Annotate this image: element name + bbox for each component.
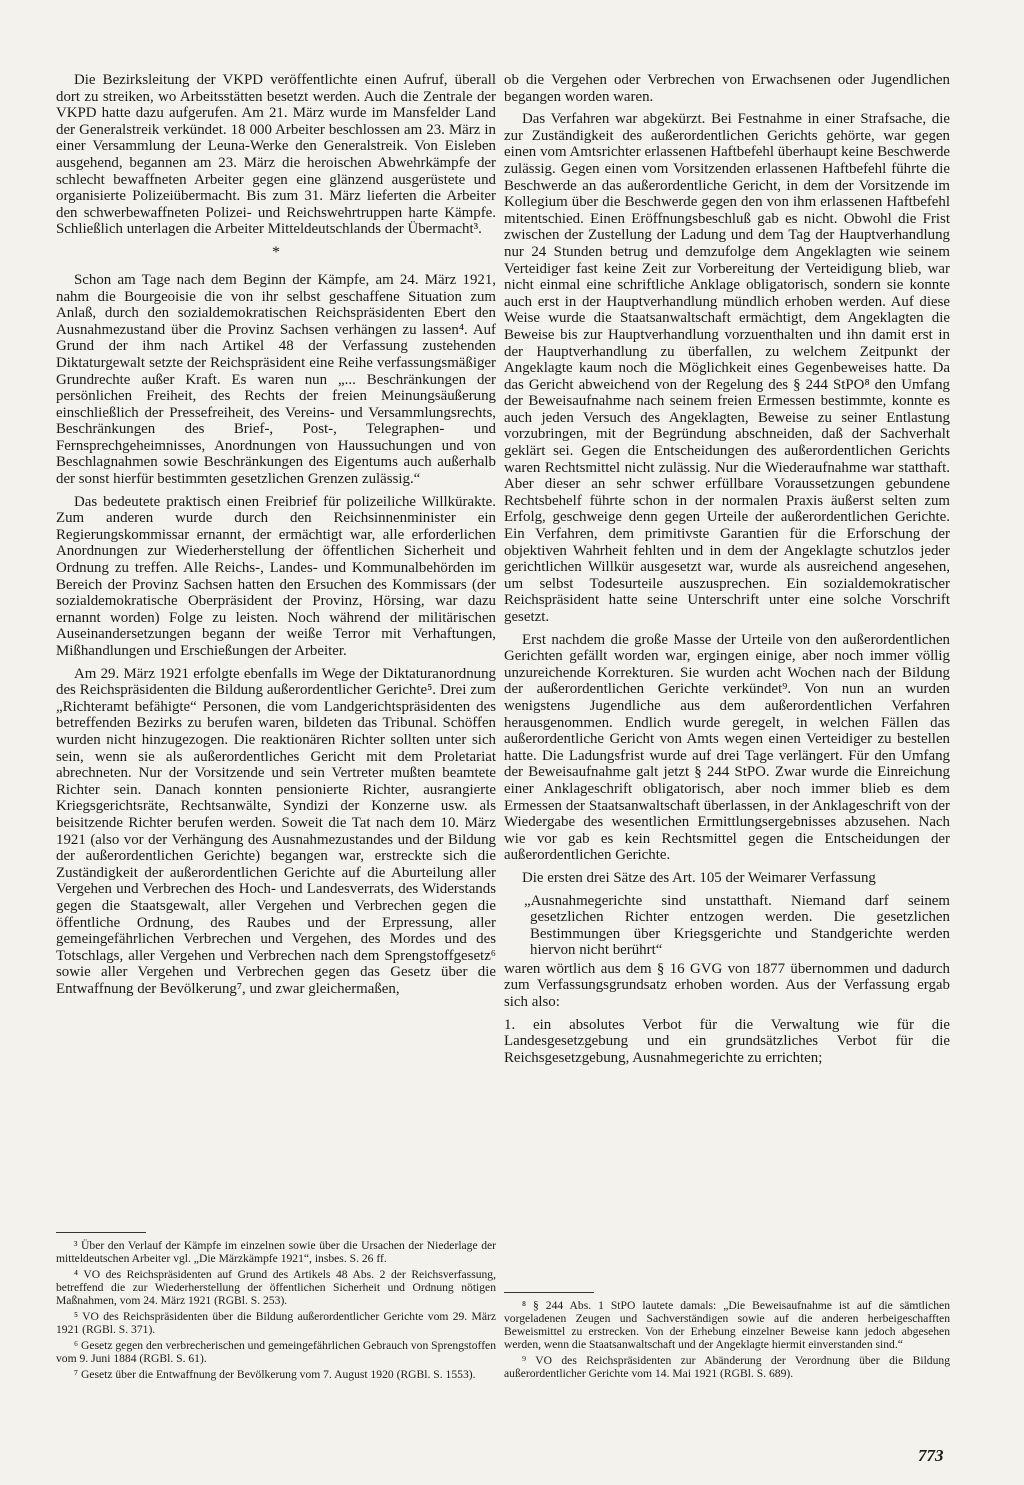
- paragraph: ob die Vergehen oder Verbrechen von Erwachsenen oder Jugendlichen begangen worden waren.: [504, 72, 950, 105]
- paragraph: Das bedeutete praktisch einen Freibrief für polizeiliche Willkürakte. Zum anderen wurde durch den Reichsinnenminister ein Regierungskommissar ernannt, der ermächtigt war, alle erforderlichen Anordnungen zur Wiederherstellung der öffentlichen Sicherheit und Ordnung zu treffen. Alle Reichs-, Landes- und Kommunalbehörden im Bereich der Provinz Sachsen hatten den Ersuchen des Kommissars (der sozialdemokratische Oberpräsident der Provinz, Hörsing, war dazu ernannt worden) Folge zu leisten. Noch während der militärischen Auseinandersetzungen begann der weiße Terror mit Verhaftungen, Mißhandlungen und Erschießungen der Arbeiter.: [56, 493, 496, 659]
- paragraph: Am 29. März 1921 erfolgte ebenfalls im Wege der Diktaturanordnung des Reichspräsidenten die Bildung außerordentlicher Gerichte⁵. Drei zum „Richteramt befähigte“ Personen, die vom Landgerichtspräsidenten des betreffenden Bezirks zu berufen waren, bildeten das Tribunal. Schöffen wurden nicht hinzugezogen. Die reaktionären Richter sollten unter sich sein, wenn sie als außerordentliches Gericht mit dem Proletariat abrechneten. Nur der Vorsitzende und sein Vertreter mußten beamtete Richter sein. Danach konnten pensionierte Richter, ausrangierte Kriegsgerichtsräte, Rechtsanwälte, Syndizi der Konzerne usw. als beisitzende Richter berufen werden. Soweit die Tat nach dem 10. März 1921 (also vor der Verhängung des Ausnahmezustandes und der Bildung der außerordentlichen Gerichte) begangen war, erstreckte sich die Zuständigkeit der außerordentlichen Gerichte auf die Aburteilung aller Vergehen und Verbrechen des Hoch- und Landesverrats, des Widerstands gegen die Staatsgewalt, aller Vergehen und Verbrechen gegen die öffentliche Ordnung, des Raubes und der Erpressung, aller gemeingefährlichen Verbrechen und Vergehen, des Mordes und des Totschlags, aller Vergehen und Verbrechen nach dem Sprengstoffgesetz⁶ sowie aller Vergehen und Verbrechen gegen das Gesetz über die Entwaffnung der Bevölkerung⁷, und zwar gleichermaßen,: [56, 665, 496, 997]
- footnote: ⁹ VO des Reichspräsidenten zur Abänderung der Verordnung über die Bildung außerordentlicher Gerichte vom 14. Mai 1921 (RGBl. S. 689).: [504, 1354, 950, 1380]
- footnote: ⁸ § 244 Abs. 1 StPO lautete damals: „Die Beweisaufnahme ist auf die sämtlichen vorgeladenen Zeugen und Sachverständigen sowie auf die anderen herbeigeschafften Beweismittel zu erstrecken. Von der Erhebung einzelner Beweise kann jedoch abgesehen werden, wenn die Staatsanwaltschaft und der Angeklagte hiermit einverstanden sind.“: [504, 1299, 950, 1351]
- paragraph: Das Verfahren war abgekürzt. Bei Festnahme in einer Strafsache, die zur Zuständigkeit des außerordentlichen Gerichts gehörte, war gegen einen vom Amtsrichter erlassenen Haftbefehl überhaupt keine Beschwerde zulässig. Gegen einen vom Vorsitzenden erlassenen Haftbefehl führte die Beschwerde an das außerordentliche Gericht, in dem der Vorsitzende im Kollegium über die Beschwerde gegen den von ihm erlassenen Haftbefehl mitentschied. Einen Eröffnungsbeschluß gab es nicht. Obwohl die Frist zwischen der Zustellung der Ladung und dem Tag der Hauptverhandlung nur 24 Stunden betrug und demzufolge dem Angeklagten wie seinem Verteidiger fast keine Zeit zur Vorbereitung der Verteidigung blieb, war nicht einmal eine schriftliche Anklage obligatorisch, sondern sie konnte auch erst in der Hauptverhandlung mündlich erhoben werden. Auf diese Weise wurde die Staatsanwaltschaft ermächtigt, dem Angeklagten die Beweise bis zur Hauptverhandlung vorzuenthalten und ihn damit erst in der Hauptverhandlung zu überfallen, zu welchem Zeitpunkt der Angeklagte kaum noch die Möglichkeit eines Gegenbeweises hatte. Da das Gericht abweichend von der Regelung des § 244 StPO⁸ den Umfang der Beweisaufnahme nach seinem freien Ermessen bestimmte, konnte es auch jeden Versuch des Angeklagten, Beweise zu seiner Entlastung vorzubringen, mit der Begründung abschneiden, daß der Sachverhalt geklärt sei. Gegen die Entscheidungen des außerordentlichen Gerichts waren Rechtsmittel nicht zulässig. Nur die Wiederaufnahme war statthaft. Aber dieser an sehr schwer erfüllbare Voraussetzungen gebundene Rechtsbehelf führte schon in der normalen Praxis äußerst selten zum Erfolg, geschweige denn gegen Urteile der außerordentlichen Gerichte. Ein Verfahren, dem primitivste Garantien für die Erforschung der objektiven Wahrheit fehlten und in dem der Angeklagte schutzlos jeder gerichtlichen Willkür ausgesetzt war, wurde als ausreichend angesehen, um selbst Todesurteile auszusprechen. Ein sozialdemokratischer Reichspräsident hatte seine Unterschrift unter eine solche Vorschrift gesetzt.: [504, 111, 950, 625]
- right-text-column: [504, 72, 950, 1072]
- footnotes-right: [504, 1288, 950, 1383]
- page-number: 773: [918, 1446, 944, 1465]
- paragraph: waren wörtlich aus dem § 16 GVG von 1877 übernommen und dadurch zum Verfassungsgrundsatz erhoben worden. Aus der Verfassung ergab sich also:: [504, 960, 950, 1011]
- footnote: ⁷ Gesetz über die Entwaffnung der Bevölkerung vom 7. August 1920 (RGBl. S. 1553).: [74, 1368, 476, 1381]
- paragraph: Die Bezirksleitung der VKPD veröffentlichte einen Aufruf, überall dort zu streiken, wo Arbeitsstätten besetzt werden. Auch die Zentrale der VKPD hatte dazu aufgerufen. Am 21. März wurde im Mansfelder Land der Generalstreik verkündet. 18 000 Arbeiter beschlossen am 23. März in einer Versammlung der Leuna-Werke den Generalstreik. Von Eisleben ausgehend, begannen am 23. März die heroischen Abwehrkämpfe der schlecht bewaffneten Arbeiter gegen eine glänzend ausgerüstete und organisierte Polizeiübermacht. Bis zum 31. März lieferten die Arbeiter den schwerbewaffneten Polizei- und Reichswehrtruppen harte Kämpfe. Schließlich unterlagen die Arbeiter Mitteldeutschlands der Übermacht³.: [56, 72, 496, 238]
- footnote: ⁶ Gesetz gegen den verbrecherischen und gemeingefährlichen Gebrauch von Sprengstoffen vom 9. Juni 1884 (RGBl. S. 61).: [56, 1339, 496, 1365]
- footnote-rule: [504, 1292, 594, 1293]
- block-quote: „Ausnahmegerichte sind unstatthaft. Niemand darf seinem gesetzlichen Richter entzogen werden. Die gesetzlichen Bestimmungen über Kriegsgerichte und Standgerichte werden hiervon nicht berührt“: [524, 892, 950, 959]
- paragraph: Schon am Tage nach dem Beginn der Kämpfe, am 24. März 1921, nahm die Bourgeoisie die von ihr selbst geschaffene Situation zum Anlaß, durch den sozialdemokratischen Reichspräsidenten Ebert den Ausnahmezustand über die Provinz Sachsen verhängen zu lassen⁴. Auf Grund der ihm nach Artikel 48 der Verfassung zustehenden Diktaturgewalt setzte der Reichspräsident eine Reihe verfassungsmäßiger Grundrechte außer Kraft. Es waren nun „... Beschränkungen der persönlichen Freiheit, des Rechts der freien Meinungsäußerung einschließlich der Pressefreiheit, des Vereins- und Versammlungsrechts, Beschränkungen des Brief-, Post-, Telegraphen- und Fernsprechgeheimnisses, Anordnungen von Haussuchungen und von Beschlagnahmen sowie Beschränkungen des Eigentums auch außerhalb der sonst hierfür bestimmten gesetzlichen Grenzen zulässig.“: [56, 271, 496, 488]
- left-text-column: [56, 72, 496, 1003]
- footnotes-left: [56, 1228, 496, 1384]
- footnote: ⁴ VO des Reichspräsidenten auf Grund des Artikels 48 Abs. 2 der Reichsverfassung, betreffend die zur Wiederherstellung der öffentlichen Sicherheit und Ordnung nötigen Maßnahmen, vom 24. März 1921 (RGBl. S. 253).: [56, 1268, 496, 1307]
- footnote-rule: [56, 1232, 146, 1233]
- section-separator: *: [272, 243, 280, 261]
- paragraph: Die ersten drei Sätze des Art. 105 der Weimarer Verfassung: [522, 869, 876, 886]
- list-item: 1. ein absolutes Verbot für die Verwaltung wie für die Landesgesetzgebung und ein grundsätzliches Verbot für die Reichsgesetzgebung, Ausnahmegerichte zu errichten;: [504, 1016, 950, 1066]
- footnote: ⁵ VO des Reichspräsidenten über die Bildung außerordentlicher Gerichte vom 29. März 1921 (RGBl. S. 371).: [56, 1310, 496, 1336]
- footnote: ³ Über den Verlauf der Kämpfe im einzelnen sowie über die Ursachen der Niederlage der mitteldeutschen Arbeiter vgl. „Die Märzkämpfe 1921“, insbes. S. 26 ff.: [56, 1239, 496, 1265]
- paragraph: Erst nachdem die große Masse der Urteile von den außerordentlichen Gerichten gefällt worden war, ergingen einige, aber noch immer völlig unzureichende Korrekturen. Sie wurden acht Wochen nach der Bildung der außerordentlichen Gerichte verkündet⁹. Von nun an wurden wenigstens Jugendliche aus dem außerordentlichen Verfahren herausgenommen. Endlich wurde geregelt, in welchen Fällen das außerordentliche Gericht von Amts wegen einen Verteidiger zu bestellen hatte. Die Ladungsfrist wurde auf drei Tage verlängert. Für den Umfang der Beweisaufnahme galt jetzt § 244 StPO. Zwar wurde die Einreichung einer Anklageschrift obligatorisch, aber noch immer blieb es dem Ermessen der Staatsanwaltschaft überlassen, in der Anklageschrift von der Wiedergabe des wesentlichen Ermittlungsergebnisses abzusehen. Nach wie vor gab es kein Rechtsmittel gegen die Entscheidungen der außerordentlichen Gerichte.: [504, 631, 950, 864]
